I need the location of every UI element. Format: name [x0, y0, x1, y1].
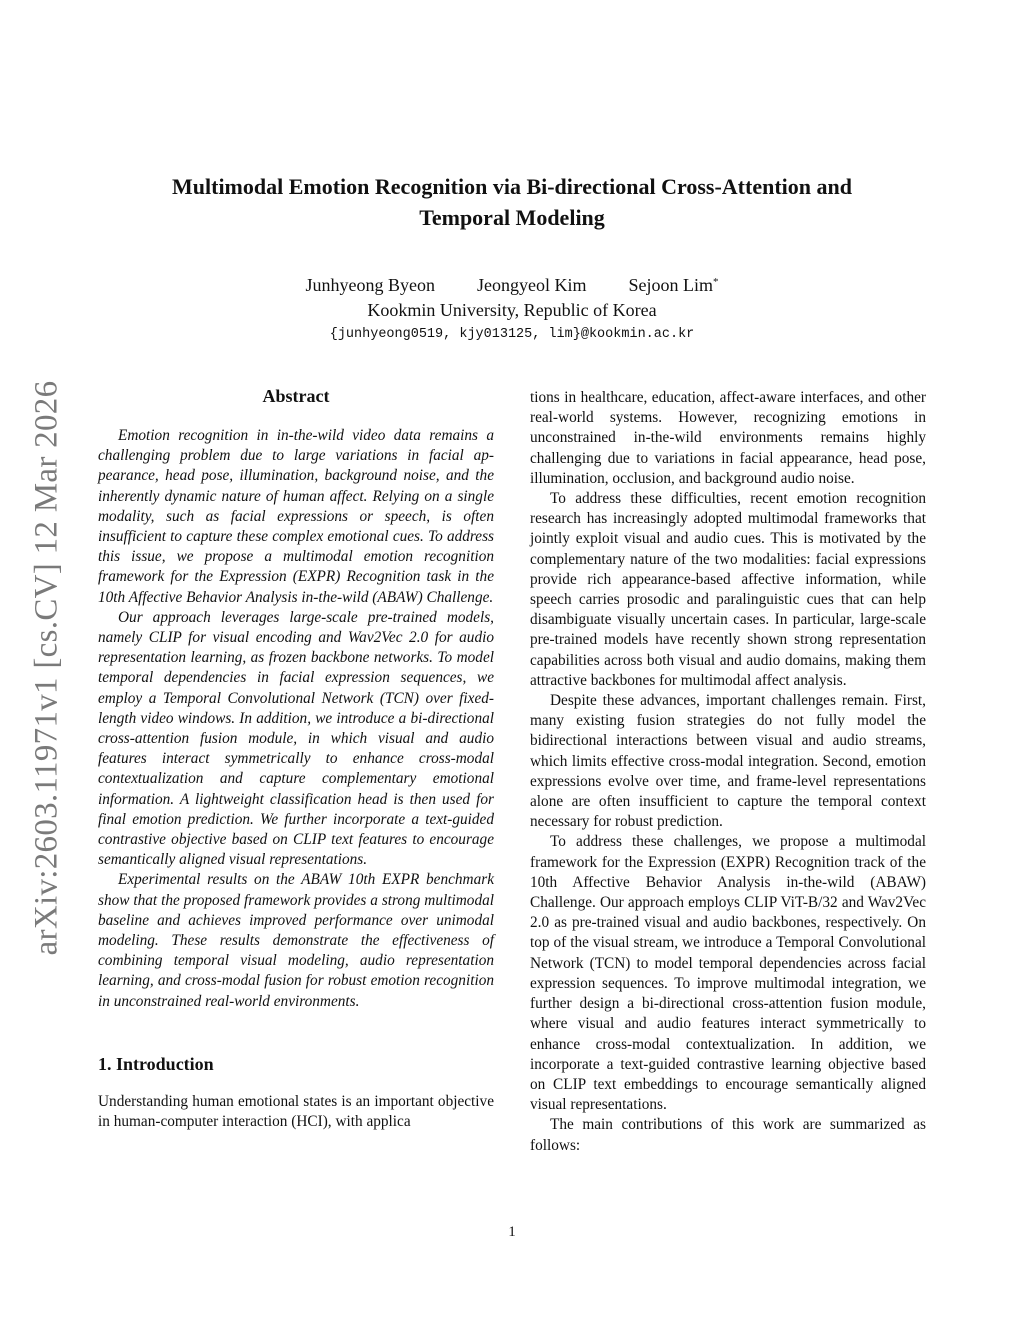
- body-paragraph: tions in healthcare, education, affect-aware interfaces, and other real-world systems. However, recognizing emotions in unconstrained in-the-wild environments remains highly challenging due to variations in facial appearance, head pose, illumination, occlusion, and background audio noise.: [530, 389, 926, 487]
- title-line-1: Multimodal Emotion Recognition via Bi-directional Cross-Attention and: [172, 174, 852, 199]
- abstract-section: [98, 384, 494, 1012]
- author-name: Jeongyeol Kim: [477, 275, 587, 295]
- author-name: Junhyeong Byeon: [305, 275, 435, 295]
- abstract-paragraph: Emotion recognition in in-the-wild video data remains a challenging problem due to large variations in facial appearance, head pose, illumination, background noise, and the inherently dynamic nature of human affect. Relying on a single modality, such as facial expressions or speech, is often insufficient to capture these complex emotional cues. To address this issue, we propose a multimodal emotion recognition framework for the Expression (EXPR) Recognition task in the 10th Affective Behavior Analysis in-the-wild (ABAW) Challenge.: [98, 427, 494, 606]
- right-column: [530, 388, 926, 1156]
- author-list: [0, 270, 1024, 298]
- title-line-2: Temporal Modeling: [419, 205, 605, 230]
- author-emails: {junhyeong0519, kjy013125, lim}@kookmin.ac.kr: [329, 327, 695, 342]
- body-paragraph: Despite these advances, important challenges remain. First, many existing fusion strategies do not fully model the bidirectional interactions between visual and audio streams, which limits effective cross-modal integration. Second, emotion expressions evolve over time, and frame-level representations alone are often insufficient to capture the temporal context necessary for robust prediction.: [530, 692, 926, 831]
- author-name-text: Sejoon Lim: [628, 275, 713, 295]
- affiliation: Kookmin University, Republic of Korea: [367, 300, 657, 320]
- paper-title: [0, 171, 1024, 233]
- body-paragraph: The main contributions of this work are summarized as follows:: [530, 1116, 926, 1154]
- left-column: [98, 384, 494, 1132]
- author-block: [0, 270, 1024, 345]
- body-paragraph: Understanding human emotional states is an important objective in human-computer interaction (HCI), with applica: [98, 1092, 494, 1131]
- corresponding-author-mark: *: [713, 276, 719, 288]
- body-paragraph: To address these challenges, we propose a multimodal framework for the Expression (EXPR) Recognition track of the 10th Affective Behavior Analysis in-the-wild (ABAW) Challenge. Our approach employs CLIP ViT-B/32 and Wav2Vec 2.0 as pre-trained visual and audio backbones, respectively. On top of the visual stream, we introduce a Temporal Convolutional Network (TCN) to model temporal dependencies across facial expression sequences. To improve multimodal integration, we further design a bi-directional cross-attention fusion module, where visual and audio features interact symmetrically to enhance cross-modal contextualization. In addition, we incorporate a text-guided contrastive learning objective based on CLIP text embeddings to encourage semantically aligned visual representations.: [530, 833, 926, 1114]
- abstract-heading: Abstract: [262, 386, 330, 406]
- author-name: [629, 270, 719, 298]
- body-paragraph: To address these difficulties, recent emotion recognition research has increasingly adopted multimodal frameworks that jointly exploit visual and audio cues. This is motivated by the complementary nature of the two modalities: facial expressions provide rich appearance-based affective information, while speech carries prosodic and paralinguistic cues that can help disambiguate visually uncertain cases. In particular, large-scale pre-trained models have recently shown strong representation capabilities across both visual and audio domains, making them attractive backbones for multimodal affect analysis.: [530, 490, 926, 689]
- abstract-paragraph: Our approach leverages large-scale pre-trained models, namely CLIP for visual encoding and Wav2Vec 2.0 for audio representation learning, as frozen backbone networks. To model temporal dependencies in facial expression sequences, we employ a Temporal Convolutional Network (TCN) over fixed-length video windows. In addition, we introduce a bi-directional cross-attention fusion module, in which visual and audio features interact symmetrically to enhance cross-modal contextualization and capture complementary emotional information. A lightweight classification head is then used for final emotion prediction. We further incorporate a text-guided contrastive objective based on CLIP text features to encourage semantically aligned visual representations.: [98, 608, 494, 869]
- introduction-heading: 1. Introduction: [98, 1053, 214, 1074]
- page-number: 1: [508, 1224, 516, 1240]
- arxiv-identifier: arXiv:2603.11971v1 [cs.CV] 12 Mar 2026: [28, 380, 65, 956]
- abstract-paragraph: Experimental results on the ABAW 10th EXPR benchmark show that the proposed framework provides a strong multimodal baseline and achieves improved performance over unimodal modeling. These results demonstrate the effectiveness of combining temporal visual modeling, audio representation learning, and cross-modal fusion for robust emotion recognition in unconstrained real-world environments.: [98, 871, 494, 1010]
